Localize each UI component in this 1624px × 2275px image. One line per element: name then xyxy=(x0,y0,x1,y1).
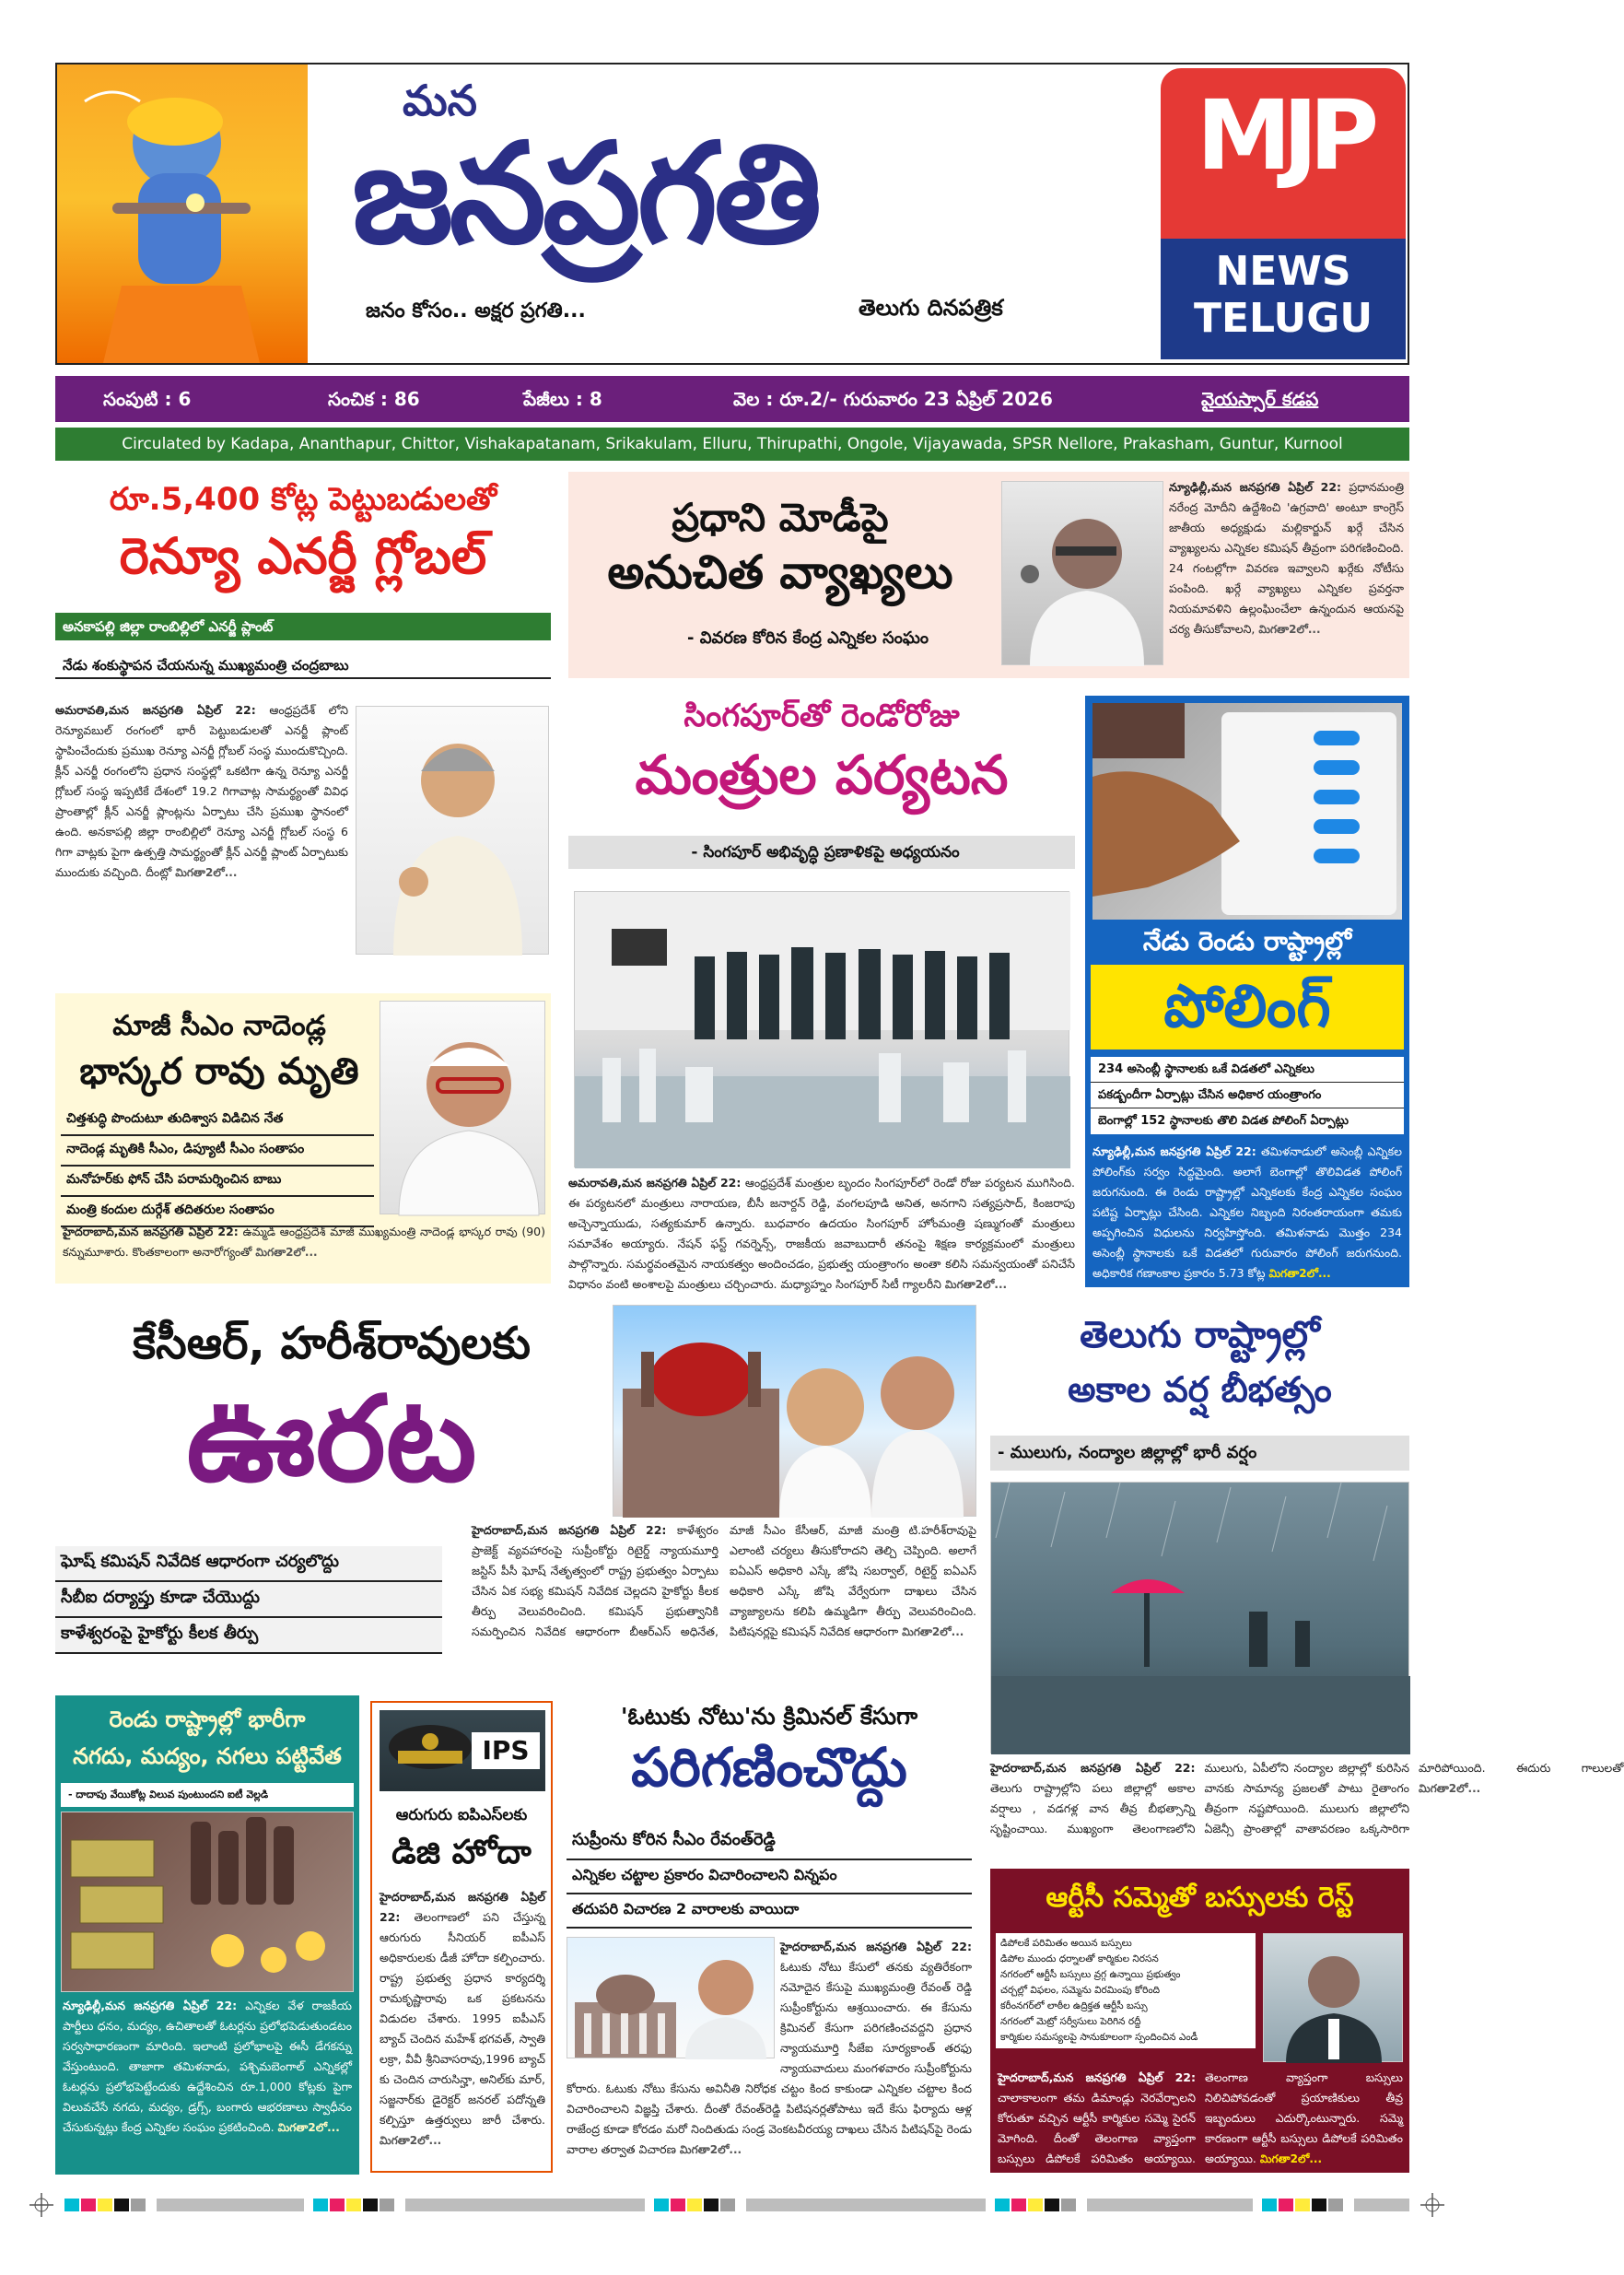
kcr-headline: ఊరట xyxy=(186,1371,477,1508)
renew-body: ఆంధ్రప్రదేశ్ లోని రెన్యూవబుల్ రంగంలో భారీ పెట్టుబడులతో ఎనర్జీ ప్లాంట్ స్థాపించేందుకు ప్రముఖ రెన్యూ ఎనర్జీ గ్లోబల్ సంస్థ ముందుకొచ్చింది. క్లీన్ ఎనర్జీ రంగంలోని ప్రధాన సంస్థల్లో ఒకటిగా ఉన్న రెన్యూ ఎనర్జీ గ్లోబల్ సంస్థ ఇప్పటికే దేశంలో 19.2 గిగావాట్ల సామర్థ్యంతో వివిధ ప్రాంతాల్లో క్లీన్ ఎనర్జీ ప్లాంట్లను ఏర్పాటు చేసి ప్రముఖ స్థానంలో ఉంది. అనకాపల్లి జిల్లా రాంబిల్లిలో రెన్యూ ఎనర్జీ గ్లోబల్ సంస్థ 6 గిగా వాట్లకు పైగా ఉత్పత్తి సామర్థ్యంతో క్లీన్ ఎనర్జీ ప్లాంట్ ఏర్పాటుకు ముందుకు వచ్చింది. దీంట్లో xyxy=(55,703,348,879)
kharge-photo xyxy=(1001,481,1163,665)
seized-kicker-2: నగదు, మద్యం, నగలు పట్టివేత xyxy=(73,1743,342,1769)
ips-more-link[interactable]: మిగతా2లో... xyxy=(380,2134,442,2147)
ips-badge-graphic xyxy=(380,1710,545,1791)
kcr-kicker: కేసీఆర్, హరీశ్‌రావులకు xyxy=(132,1318,531,1369)
masthead-tagline-left: జనం కోసం.. అక్షర ప్రగతి... xyxy=(366,299,586,322)
renew-more-link[interactable]: మిగతా2లో... xyxy=(175,866,238,879)
rtc-bullet-6: నగరంలో మెట్రో సర్వీసులు పెరిగిన రద్దీ xyxy=(1000,2016,1141,2027)
seized-more-link[interactable]: మిగతా2లో... xyxy=(277,2121,340,2134)
rtc-dateline: హైదరాబాద్,మన జనప్రగతి ఏప్రిల్ 22: xyxy=(998,2070,1196,2084)
renew-dateline: అమరావతి,మన జనప్రగతి ఏప్రిల్ 22: xyxy=(55,703,256,717)
polling-dateline: న్యూఢిల్లీ,మన జనప్రగతి ఏప్రిల్ 22: xyxy=(1092,1144,1256,1158)
singapore-body: ఆంధ్రప్రదేశ్ మంత్రుల బృందం సింగపూర్‌లో రెండో రోజు పర్యటన ముగిసింది. ఈ పర్యటనలో మంత్రులు నారాయణ, బీసీ జనార్దన్ రెడ్డి, వంగలపూడి అనిత, అనగాని సత్యప్రసాద్, కింజరాపు అచ్చెన్నాయుడు, సత్యకుమార్ ఉన్నారు. బుధవారం ఉదయం సింగపూర్ హోంమంత్రి షణ్ముగంతో మంత్రులు సమావేశం అయ్యారు. నేషన్ ఫస్ట్ గవర్నెన్స్, రాజకీయ జవాబుదారీ తనంపై శిక్షణ కార్యక్రమంలో మంత్రులు పాల్గొన్నారు. సమర్థవంతమైన నాయకత్వం అందించడం, ప్రభుత్వ యంత్రాంగం అంతా కలిసి సమన్వయంతో పనిచేసే విధానం వంటి అంశాలపై మంత్రులు చర్చించారు. మధ్యాహ్నం సింగపూర్ సిటీ గ్యాలరీని xyxy=(568,1176,1075,1291)
kcr-harish-photo xyxy=(613,1305,976,1517)
mjp-news-logo xyxy=(1161,68,1406,359)
vote-strip-2: ఎన్నికల చట్టాల ప్రకారం విచారించాలని విన్నపం xyxy=(567,1860,972,1894)
rain-dateline: హైదరాబాద్,మన జనప్రగతి ఏప్రిల్ 22: xyxy=(990,1761,1196,1775)
masthead-title: జనప్రగతి xyxy=(352,112,819,275)
rtc-body: చాలాకాలంగా తమ డిమాండ్లు నెరవేర్చాలని కోరుతూ వచ్చిన ఆర్టీసీ కార్మికుల సమ్మె సైరన్ మోగింది. దీంతో తెలంగాణ వ్యాప్తంగా బస్సులు డిపోలకే పరిమితం అయ్యాయి. తెలంగాణ వ్యాప్తంగా బస్సులు నిలిచిపోవడంతో ప్రయాణికులు తీవ్ర ఇబ్బందులు ఎదుర్కొంటున్నారు. సమ్మె కారణంగా ఆర్టీసీ బస్సులు డిపోలకే పరిమితం అయ్యాయి. xyxy=(998,2070,1403,2165)
vote-note-article xyxy=(567,1695,972,2175)
rtc-article xyxy=(990,1869,1409,2173)
modi-headline-2: అనుచిత వ్యాఖ్యలు xyxy=(607,545,953,599)
kcr-bullet-2: సీబీఐ దర్యాప్తు కూడా చేయొద్దు xyxy=(55,1582,442,1618)
masthead xyxy=(55,63,1409,365)
rain-photo xyxy=(990,1482,1409,1753)
modi-article xyxy=(568,472,1409,678)
price-date-label: వెల : రూ.2/- గురువారం 23 ఏప్రిల్ 2026 xyxy=(733,388,1053,410)
ips-headline: డిజి హోదా xyxy=(391,1834,532,1871)
polling-headline: పోలింగ్ xyxy=(1091,965,1404,1050)
rain-headline-2: అకాల వర్ష బీభత్సం xyxy=(1068,1369,1332,1410)
ips-body: తెలంగాణలో పని చేస్తున్న ఆరుగురు సీనియర్ ఐపీఎస్ అధికారులకు డీజీ హోదా కల్పించారు. రాష్ట్ర ప్రభుత్వ ప్రధాన కార్యదర్శి రామకృష్ణారావు ఒక ప్రకటనను విడుదల చేశారు. 1995 ఐపీఎస్ బ్యాచ్ చెందిన మహేశ్ భగవత్, స్వాతి లక్రా, వీవీ శ్రీనివాసరావు,1996 బ్యాచ్ కు చెందిన చారుసిన్హా, అనిల్‌కు మార్, సజ్జనార్‌కు డైరెక్టర్ జనరల్ పదోన్నతి కల్పిస్తూ ఉత్తర్వులు జారీ చేశారు. xyxy=(380,1910,545,2127)
rain-sub: - ములుగు, నంద్యాల జిల్లాల్లో భారీ వర్షం xyxy=(990,1436,1409,1471)
singapore-more-link[interactable]: మిగతా2లో... xyxy=(944,1278,1008,1291)
vote-dateline: హైదరాబాద్,మన జనప్రగతి ఏప్రిల్ 22: xyxy=(780,1940,972,1953)
print-color-bar xyxy=(28,2191,1446,2219)
kcr-bullet-3: కాళేశ్వరంపై హైకోర్టు కీలక తీర్పు xyxy=(55,1618,442,1654)
polling-article xyxy=(1085,696,1409,1287)
rtc-bullet-2: డిపోల ముందు ధర్నాలతో కార్మికుల నిరసన xyxy=(1000,1953,1159,1964)
modi-more-link[interactable]: మిగతా2లో... xyxy=(1258,623,1321,636)
polling-strip-3: బెంగాల్లో 152 స్థానాలకు తొలి విడత పోలింగ్ ఏర్పాట్లు xyxy=(1098,1114,1349,1128)
polling-kicker: నేడు రెండు రాష్ట్రాల్లో xyxy=(1142,926,1352,956)
singapore-ministers-photo xyxy=(574,891,1069,1167)
seized-dateline: న్యూఢిల్లీ,మన జనప్రగతి ఏప్రిల్ 22: xyxy=(63,1999,238,2012)
renew-strip-1: అనకాపల్లి జిల్లా రాంబిల్లిలో ఎనర్జీ ప్లాంట్ xyxy=(55,613,551,640)
nadendla-more-link[interactable]: మిగతా2లో... xyxy=(255,1246,318,1259)
nadendla-bullet-2: నాదెండ్ల మృతికి సీఎం, డిప్యూటీ సీఎం సంతాపం xyxy=(61,1136,374,1167)
vote-strip-1: సుప్రీంను కోరిన సీఎం రేవంత్‌రెడ్డి xyxy=(567,1824,972,1860)
rtc-bullet-7: కార్మికుల సమస్యలపై సానుకూలంగా స్పందించిన ఎండీ xyxy=(1000,2032,1198,2043)
renew-strip-2: నేడు శంకుస్థాపన చేయనున్న ముఖ్యమంత్రి చంద్రబాబు xyxy=(55,651,551,679)
kcr-more-link[interactable]: మిగతా2లో... xyxy=(902,1625,964,1638)
seized-kicker-1: రెండు రాష్ట్రాల్లో భారీగా xyxy=(109,1706,306,1732)
rain-headline-1: తెలుగు రాష్ట్రాల్లో xyxy=(1080,1314,1320,1356)
ips-dateline: హైదరాబాద్,మన జనప్రగతి ఏప్రిల్ 22: xyxy=(380,1890,545,1924)
nadendla-headline: భాస్కర రావు మృతి xyxy=(79,1050,359,1093)
kcr-body: కాళేశ్వరం ప్రాజెక్ట్ వ్యవహారంపై సుప్రీంకోర్టు రిటైర్డ్ న్యాయమూర్తి జస్టిస్ పీసీ ఘోష్ నేతృత్వంలో రాష్ట్ర ప్రభుత్వం ఏర్పాటు చేసిన ఏక సభ్య కమిషన్ నివేదిక చెల్లదని హైకోర్టు కీలక తీర్పు వెలువరించింది. కమిషన్ ప్రభుత్వానికి సమర్పించిన నివేదిక ఆధారంగా బీఆర్ఎస్ అధినేత, మాజీ సీఎం కేసీఆర్, మాజీ మంత్రి టి.హరీశ్‌రావుపై ఎలాంటి చర్యలు తీసుకోరాదని తెల్చి చెప్పింది. అలాగే ఐఏఎస్ అధికారి ఎస్కే జోషి సబర్వాల్, రిటైర్డ్ ఐఏఎస్ అధికారి ఎస్కే జోషి వేర్వేరుగా దాఖలు చేసిన వ్యాజ్యాలను కలిపి ఉమ్మడిగా తీర్పు వెలువరించింది. పిటిషనర్లపై కమిషన్ నివేదిక ఆధారంగా xyxy=(472,1523,976,1638)
modi-body: ప్రధానమంత్రి నరేంద్ర మోదీని ఉద్దేశించి 'ఉగ్రవాది' అంటూ కాంగ్రెస్ జాతీయ అధ్యక్షుడు మల్లికార్జున్ ఖర్గే చేసిన వ్యాఖ్యలను ఎన్నికల కమిషన్ తీవ్రంగా పరిగణించింది. 24 గంటల్లోగా వివరణ ఇవ్వాలని ఖర్గేకు నోటీసు పంపింది. ఖర్గే వ్యాఖ్యలు ఎన్నికల ప్రవర్తనా నియమావళిని ఉల్లంఘించేలా ఉన్నందున ఆయనపై చర్య తీసుకోవాలని, xyxy=(1169,480,1404,636)
issue-label: సంచిక : 86 xyxy=(328,388,420,410)
polling-strip-2: పకడ్బందీగా ఏర్పాట్లు చేసిన అధికార యంత్రాంగం xyxy=(1091,1083,1404,1108)
renew-kicker: రూ.5,400 కోట్ల పెట్టుబడులతో xyxy=(109,481,497,518)
singapore-headline-1: సింగపూర్‌తో రెండోరోజు xyxy=(683,698,960,734)
masthead-tagline-right: తెలుగు దినపత్రిక xyxy=(859,295,1003,321)
pages-label: పేజీలు : 8 xyxy=(523,388,602,410)
circulation-bar: Circulated by Kadapa, Ananthapur, Chittor, Vishakapatanam, Srikakulam, Elluru, Thirupathi, Ongole, Vijayawada, SPSR Nellore, Prakasham, Guntur, Kurnool xyxy=(55,428,1409,461)
nadendla-article xyxy=(55,993,551,1284)
renew-article xyxy=(55,470,551,972)
singapore-article xyxy=(568,686,1075,1291)
masthead-prefix: మన xyxy=(403,76,477,125)
logo-news: NEWS xyxy=(1215,248,1351,295)
singapore-dateline: అమరావతి,మన జనప్రగతి ఏప్రిల్ 22: xyxy=(568,1176,742,1190)
seized-cash-photo xyxy=(61,1812,354,1992)
ips-kicker: ఆరుగురు ఐపిఎస్‌లకు xyxy=(395,1806,528,1824)
rtc-more-link[interactable]: మిగతా2లో... xyxy=(1259,2152,1323,2165)
rain-more-link[interactable]: మిగతా2లో... xyxy=(1419,1782,1481,1795)
modi-sub: - వివరణ కోరిన కేంద్ర ఎన్నికల సంఘం xyxy=(686,628,929,648)
vote-kicker: 'ఓటుకు నోటు'ను క్రిమినల్ కేసుగా xyxy=(620,1703,918,1730)
seized-sub: - దాదాపు వేయికోట్ల విలువ పుంటుందని ఐటీ వెల్లడి xyxy=(61,1783,354,1807)
rtc-bullet-4: చర్చల్లో విఫలం, సమ్మెను విరమింపు కోరింది xyxy=(1000,1985,1161,1996)
logo-telugu: TELUGU xyxy=(1193,295,1373,342)
info-bar xyxy=(55,376,1409,422)
nadendla-body: ఉమ్మడి ఆంధ్రప్రదేశ్ మాజీ ముఖ్యమంత్రి నాదెండ్ల భాస్కర రావు (90) కన్నుమూశారు. కొంతకాలంగా అనారోగ్యంతో xyxy=(63,1225,545,1259)
polling-strip-1: 234 అసెంబ్లీ స్థానాలకు ఒకే విడతలో ఎన్నికలు xyxy=(1091,1057,1404,1083)
rtc-bullet-3: నగరంలో ఆర్టీసీ బస్సులు వ్రగ్గ ఉన్నాయి ప్రభుత్వం xyxy=(1000,1969,1181,1980)
logo-letters: MJP xyxy=(1196,79,1371,192)
ips-article xyxy=(370,1701,553,2173)
nadendla-dateline: హైదరాబాద్,మన జనప్రగతి ఏప్రిల్ 22: xyxy=(63,1225,239,1238)
registration-marks xyxy=(28,2191,1446,2219)
kcr-bullet-1: ఘోష్ కమిషన్ నివేదిక ఆధారంగా చర్యలొద్దు xyxy=(55,1546,442,1582)
rtc-md-photo xyxy=(1263,1933,1403,2062)
ips-badge-text: IPS xyxy=(472,1732,540,1769)
vote-strip-3: తదుపరి విచారణ 2 వారాలకు వాయిదా xyxy=(567,1894,972,1929)
city-label: వైయస్సార్ కడప xyxy=(1201,388,1319,410)
seized-article xyxy=(55,1695,359,2175)
renew-headline: రెన్యూ ఎనర్జీ గ్లోబల్ xyxy=(119,527,487,585)
rtc-bullet-1: డిపోలకే పరిమితం అయిన బస్సులు xyxy=(1000,1938,1132,1949)
nadendla-bullet-4: మంత్రి కందుల దుర్గేశ్ తదితరుల సంతాపం xyxy=(61,1197,374,1227)
nadendla-photo xyxy=(380,1001,545,1214)
chandrababu-photo xyxy=(356,706,549,955)
volume-label: సంపుటి : 6 xyxy=(103,388,192,410)
singapore-sub: - సింగపూర్ అభివృద్ధి ప్రణాళికపై అధ్యయనం xyxy=(568,836,1075,869)
kcr-dateline: హైదరాబాద్,మన జనప్రగతి ఏప్రిల్ 22: xyxy=(472,1523,667,1537)
nadendla-bullet-3: మనోహర్‌కు ఫోన్ చేసి పరామర్శించిన బాబు xyxy=(61,1167,374,1197)
modi-headline-1: ప్రధాని మోడీపై xyxy=(672,495,889,540)
vote-more-link[interactable]: మిగతా2లో... xyxy=(679,2143,742,2156)
rain-article xyxy=(990,1297,1624,1859)
rain-body: తెలుగు రాష్ట్రాల్లోని పలు జిల్లాల్లో అకాల వర్షాలు , వడగళ్ల వాన తీవ్ర బీభత్సాన్ని సృష్టించాయి. ముఖ్యంగా తెలంగాణలోని ములుగు, ఏపీలోని నంద్యాల జిల్లాల్లో కురిసిన వానకు సామాన్య ప్రజలతో పాటు రైతాంగం తీవ్రంగా నష్టపోయింది. ములుగు జిల్లాలోని ఏజెన్సీ ప్రాంతాల్లో వాతావరణం ఒక్కసారిగా మారిపోయింది. ఈదురు గాలులతో xyxy=(990,1761,1624,1835)
vote-headline: పరిగణించొద్దు xyxy=(631,1736,907,1799)
krishna-artwork xyxy=(57,64,308,363)
nadendla-kicker: మాజీ సీఎం నాదెండ్ల xyxy=(112,1010,326,1042)
polling-body: తమిళనాడులో అసెంబ్లీ ఎన్నికల పోలింగ్‌కు సర్వం సిద్ధమైంది. అలాగే బెంగాల్లో తొలివిడత పోలింగ్ జరుగనుంది. ఈ రెండు రాష్ట్రాల్లో ఎన్నికలకు కేంద్ర ఎన్నికల సంఘం పటిష్ట ఏర్పాట్లు చేసింది. ఎన్నికల నిబ్బంది నిరంతరాయంగా తమకు అప్పగించిన విధులను నిర్వహిస్తోంది. తమిళనాడు మొత్తం 234 అసెంబ్లీ స్థానాలకు ఒకే విడతలో గురువారం పోలింగ్ జరుగనుంది. అధికారిక గణాంకాల ప్రకారం 5.73 కోట్ల xyxy=(1092,1144,1402,1280)
polling-more-link[interactable]: మిగతా2లో... xyxy=(1268,1267,1331,1280)
singapore-headline-2: మంత్రుల పర్యటన xyxy=(635,744,1009,806)
evm-voting-photo xyxy=(1092,703,1402,920)
kcr-article xyxy=(55,1297,976,1680)
seized-body: ఎన్నికల వేళ రాజకీయ పార్టీలు ధనం, మద్యం, ఉచితాలతో ఓటర్లను ప్రలోభపెడుతుండటం సర్వసాధారణంగా మారింది. ఇలాంటి ప్రలోభాలపై ఈసీ డేగకన్ను వేస్తుంటుంది. తాజాగా తమిళనాడు, పశ్చిమబెంగాల్ ఎన్నికల్లో ఓటర్లను ప్రలోభపెట్టేందుకు ఉద్దేశించిన రూ.1,000 కోట్లకు పైగా విలువచేసే నగదు, మద్యం, డ్రగ్స్, బంగారు ఆభరణాలు స్వాధీనం చేసుకున్నట్లు కేంద్ర ఎన్నికల సంఘం ప్రకటించింది. xyxy=(63,1999,352,2134)
modi-dateline: న్యూఢిల్లీ,మన జనప్రగతి ఏప్రిల్ 22: xyxy=(1169,480,1342,494)
rtc-bullet-5: కరీంనగర్‌లో లాఠీల ఉద్రిక్తత ఆర్టీసీ బస్సు xyxy=(1000,2000,1148,2011)
vote-body: ఓటుకు నోటు కేసులో తనకు వ్యతిరేకంగా నమోదైన కేసుపై ముఖ్యమంత్రి రేవంత్ రెడ్డి సుప్రీంకోర్టును ఆశ్రయించారు. ఈ కేసును క్రిమినల్ కేసుగా పరిగణించవద్దని ప్రధాన న్యాయమూర్తి సీజేఐ సూర్యకాంత్ తరఫు న్యాయవాదులు మంగళవారం సుప్రీంకోర్టును కోరారు. ఓటుకు నోటు కేసును అవినీతి నిరోధక చట్టం కింద కాకుండా ఎన్నికల చట్టాల కింద విచారించాలని విజ్ఞప్తి చేశారు. దీంతో రేవంత్‌రెడ్డి పిటిషనర్లతోపాటు ఇదే కేసు ఫిర్యాదు ఆళ్ల రాజేంద్ర కూడా కోరడం మరో నిందితుడు సండ్ర వెంకటవీరయ్య దాఖలు చేసిన పిటిషన్‌పై రెండు వారాల తర్వాత విచారణ xyxy=(567,1960,972,2156)
nadendla-bullet-1: చిత్తశుద్ధి పొందుటూ తుదిశ్వాస విడిచిన నేత xyxy=(61,1106,374,1136)
rtc-headline: ఆర్టీసీ సమ్మెతో బస్సులకు రెస్ట్ xyxy=(1046,1882,1354,1914)
